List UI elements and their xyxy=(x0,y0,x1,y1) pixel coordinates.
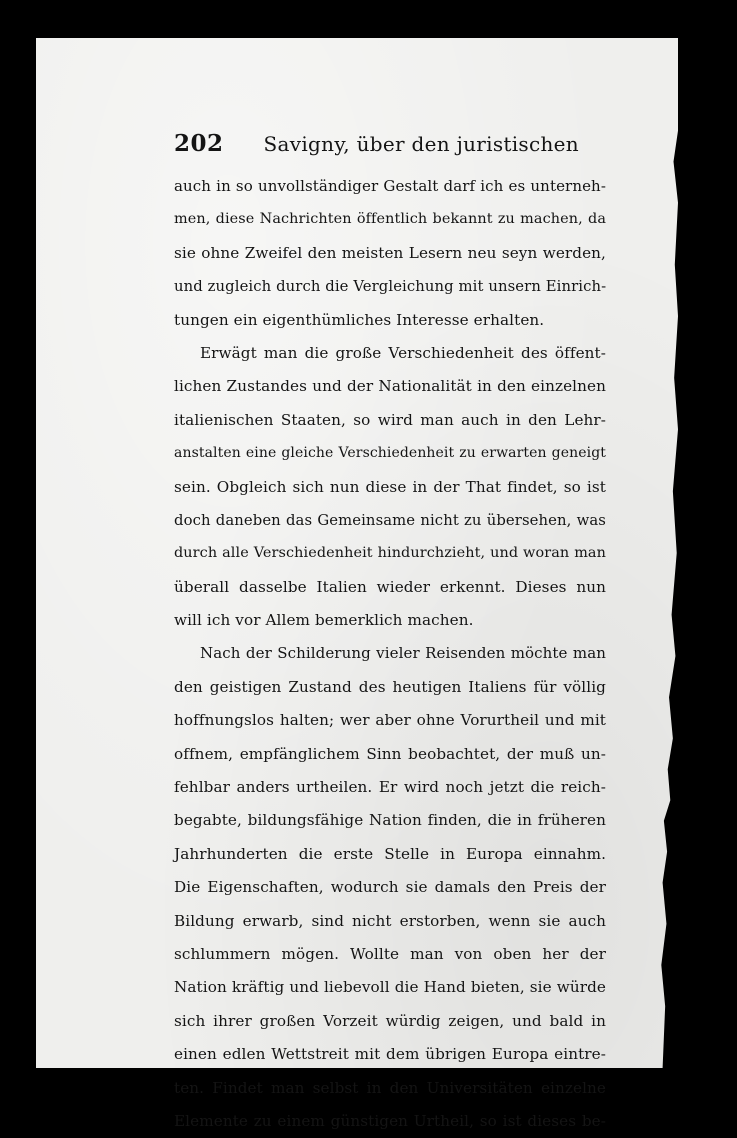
text-line: durch alle Verschiedenheit hindurchzieht, und woran man xyxy=(174,545,606,562)
text-line: italienischen Staaten, so wird man auch in den Lehr- xyxy=(174,410,606,429)
text-line: den geistigen Zustand des heutigen Italiens für völlig xyxy=(174,677,606,696)
text-line: einen edlen Wettstreit mit dem übrigen Europa eintre- xyxy=(174,1045,606,1064)
text-block xyxy=(174,130,606,1138)
text-line: men, diese Nachrichten öffentlich bekannt zu machen, da xyxy=(174,211,606,228)
text-line: lichen Zustandes und der Nationalität in den einzelnen xyxy=(174,377,606,396)
text-line: doch daneben das Gemeinsame nicht zu übersehen, was xyxy=(174,511,606,529)
text-line: Jahrhunderten die erste Stelle in Europa einnahm. xyxy=(174,844,606,863)
text-line: sein. Obgleich sich nun diese in der That findet, so ist xyxy=(174,477,606,496)
page-header xyxy=(174,130,606,170)
text-line: fehlbar anders urtheilen. Er wird noch jetzt die reich- xyxy=(174,778,606,797)
text-line: ten. Findet man selbst in den Universitäten einzelne xyxy=(174,1078,606,1097)
text-line: Die Eigenschaften, wodurch sie damals den Preis der xyxy=(174,878,606,897)
text-line: Bildung erwarb, sind nicht erstorben, wenn sie auch xyxy=(174,911,606,930)
text-line: Elemente zu einem günstigen Urtheil, so ist dieses be- xyxy=(174,1111,606,1130)
text-line: und zugleich durch die Vergleichung mit unsern Einrich- xyxy=(174,278,607,296)
text-line: hoffnungslos halten; wer aber ohne Vorurtheil und mit xyxy=(174,711,606,730)
text-line: will ich vor Allem bemerklich machen. xyxy=(174,611,474,630)
text-line: sie ohne Zweifel den meisten Lesern neu seyn werden, xyxy=(174,243,606,262)
body-text xyxy=(174,170,606,1138)
text-line: schlummern mögen. Wollte man von oben her der xyxy=(174,944,606,963)
text-line: auch in so unvollständiger Gestalt darf ich es unterneh- xyxy=(174,177,606,195)
text-line: Nation kräftig und liebevoll die Hand bieten, sie würde xyxy=(174,978,606,997)
text-line: Erwägt man die große Verschiedenheit des öffent- xyxy=(200,343,606,362)
text-line: überall dasselbe Italien wieder erkennt. Dieses nun xyxy=(174,577,606,596)
text-line: Nach der Schilderung vieler Reisenden möchte man xyxy=(200,644,606,663)
text-line: offnem, empfänglichem Sinn beobachtet, der muß un- xyxy=(174,744,606,763)
text-line: begabte, bildungsfähige Nation finden, die in früheren xyxy=(174,811,606,830)
text-line: tungen ein eigenthümliches Interesse erhalten. xyxy=(174,310,545,329)
text-line: sich ihrer großen Vorzeit würdig zeigen, und bald in xyxy=(174,1011,606,1030)
text-line: anstalten eine gleiche Verschiedenheit zu erwarten geneigt xyxy=(174,445,606,462)
page-number: 202 xyxy=(174,130,224,157)
running-title: Savigny, über den juristischen xyxy=(263,132,579,156)
